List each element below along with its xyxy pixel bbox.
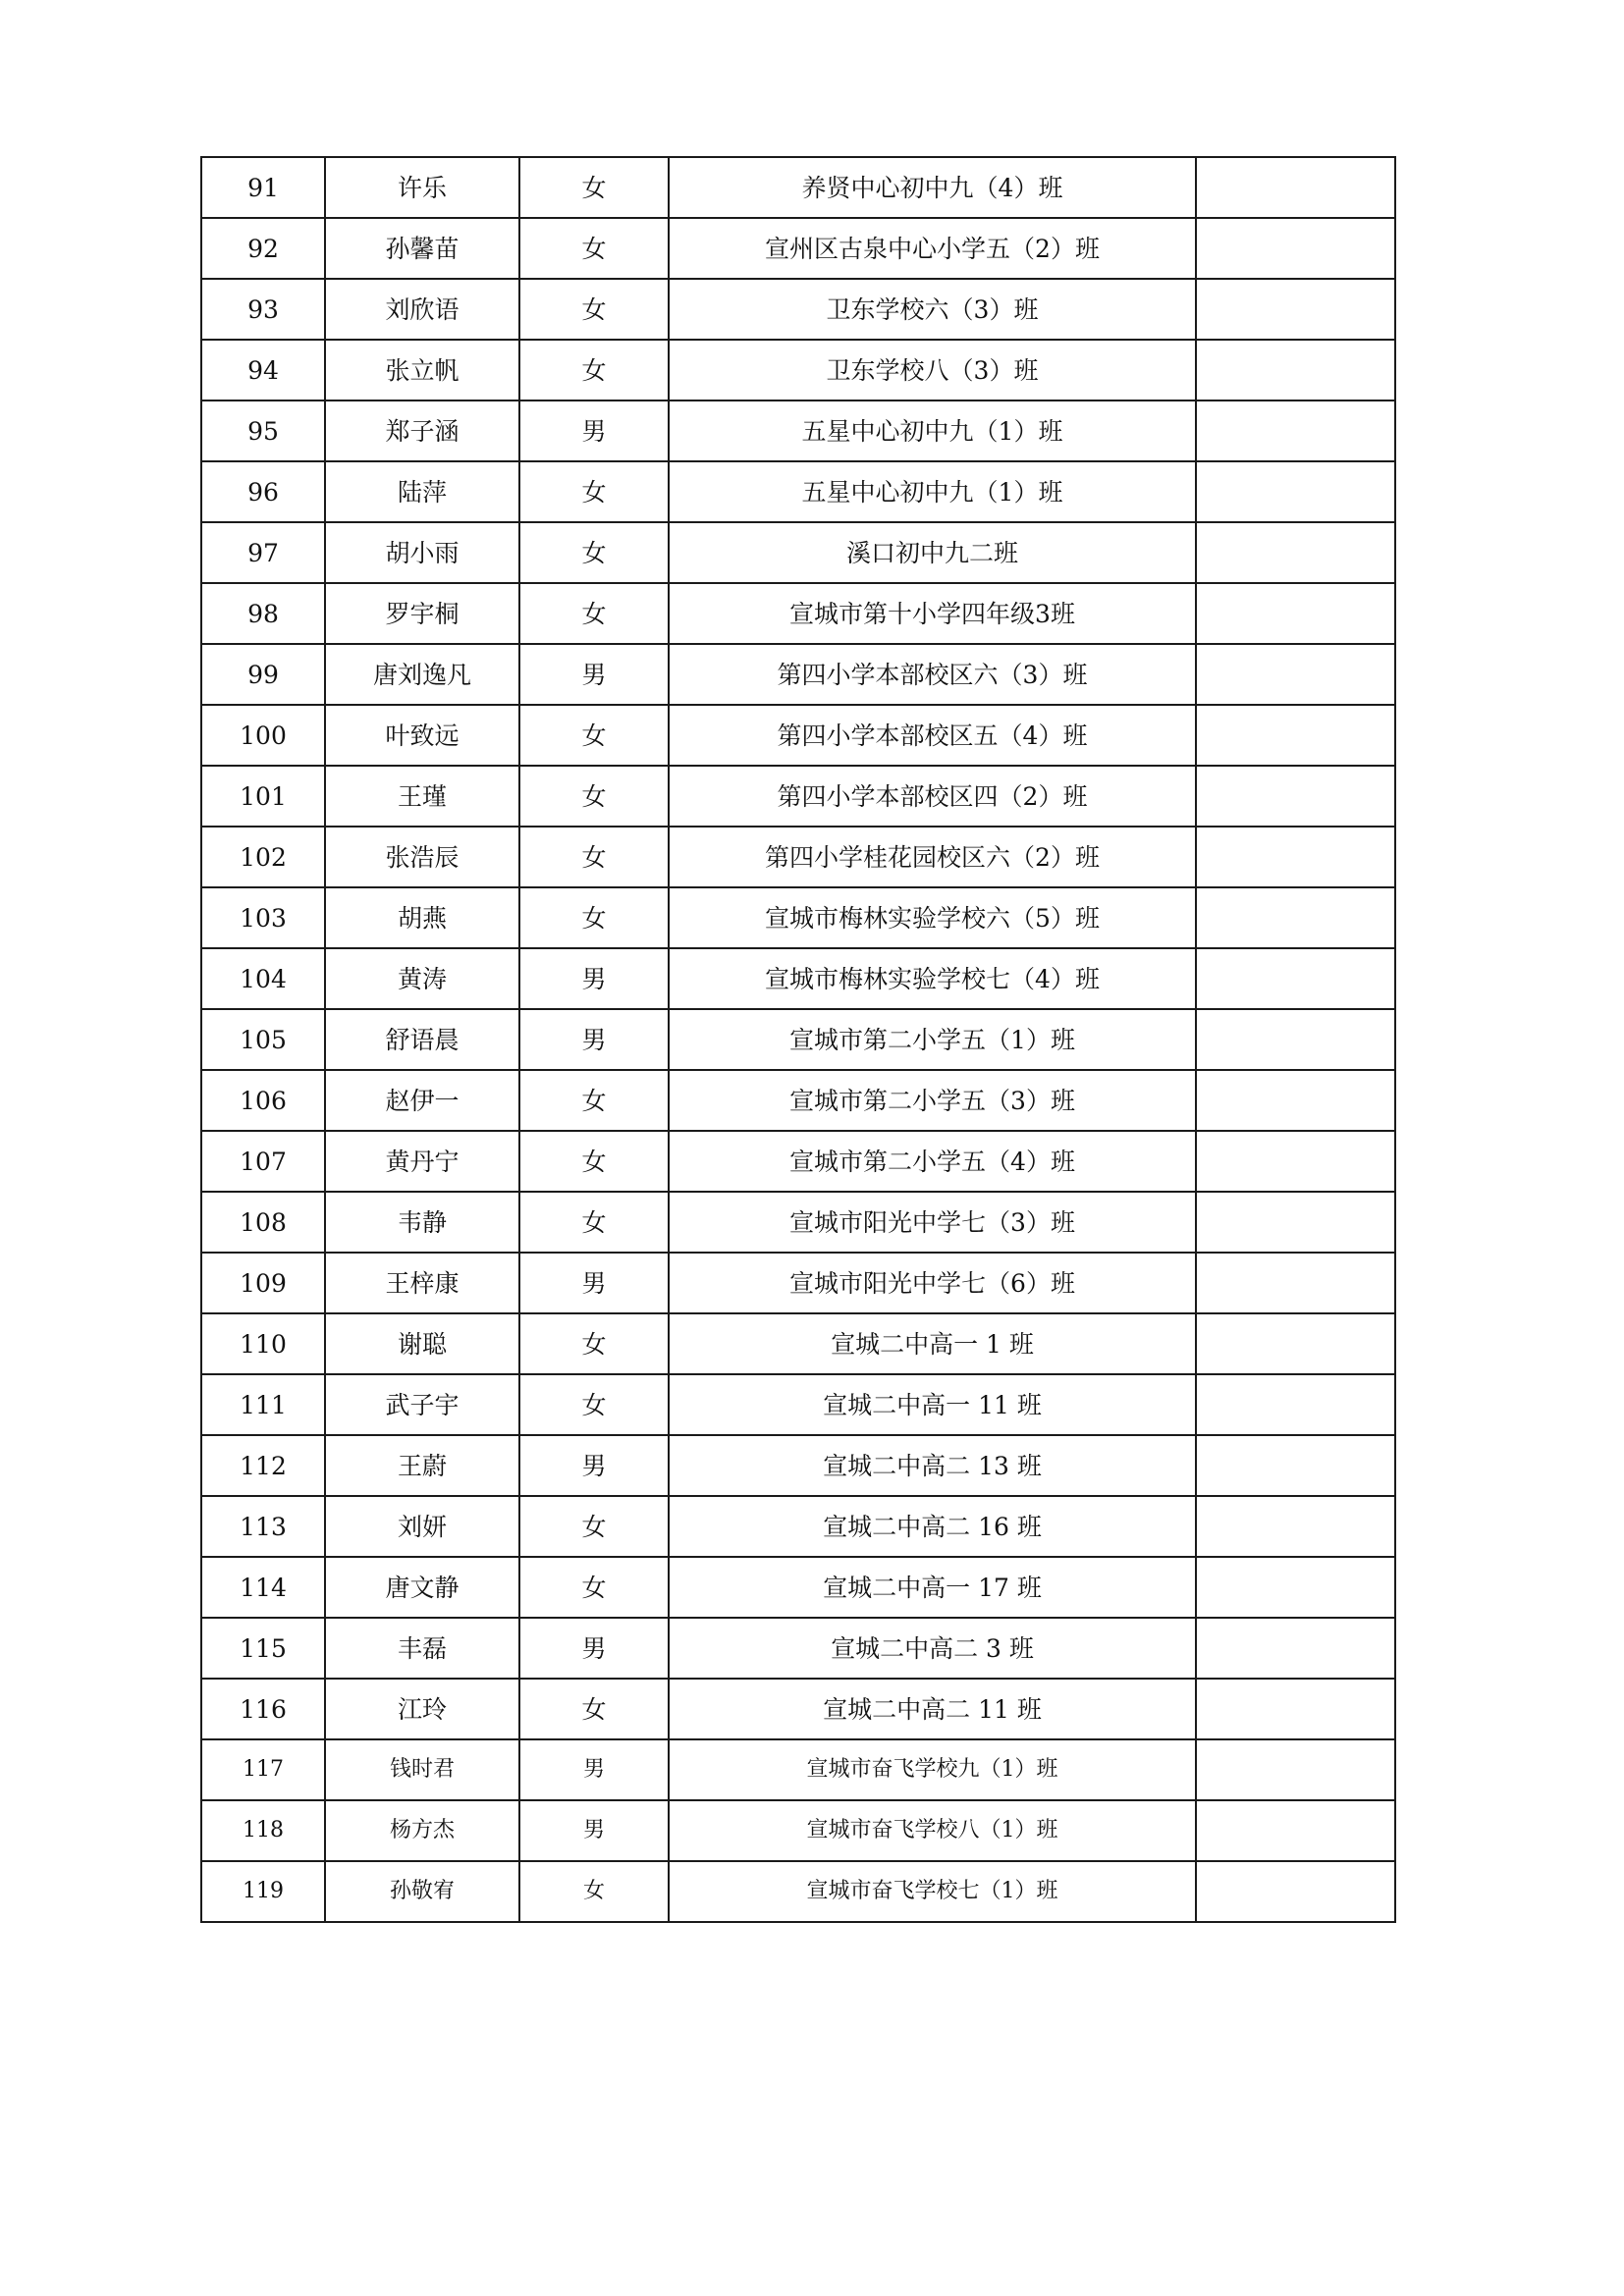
school-class-cell: 宣州区古泉中心小学五（2）班: [669, 218, 1196, 279]
table-row: [201, 644, 1395, 705]
table-row: [201, 948, 1395, 1009]
blank-remarks-cell: [1196, 218, 1395, 279]
student-roster-table: [200, 156, 1396, 1923]
blank-remarks-cell: [1196, 1253, 1395, 1313]
blank-remarks-cell: [1196, 1435, 1395, 1496]
school-class-cell: 宣城市梅林实验学校六（5）班: [669, 887, 1196, 948]
student-name-cell: 刘欣语: [325, 279, 519, 340]
blank-remarks-cell: [1196, 1192, 1395, 1253]
school-class-cell: 卫东学校六（3）班: [669, 279, 1196, 340]
student-name-cell: 黄涛: [325, 948, 519, 1009]
school-class-cell: 宣城市第十小学四年级3班: [669, 583, 1196, 644]
row-number-cell: 107: [201, 1131, 325, 1192]
row-number-cell: 116: [201, 1679, 325, 1739]
table-row: [201, 1679, 1395, 1739]
table-row: [201, 1253, 1395, 1313]
blank-remarks-cell: [1196, 644, 1395, 705]
student-name-cell: 黄丹宁: [325, 1131, 519, 1192]
gender-cell: 女: [519, 461, 669, 522]
student-name-cell: 唐文静: [325, 1557, 519, 1618]
student-name-cell: 陆萍: [325, 461, 519, 522]
blank-remarks-cell: [1196, 461, 1395, 522]
student-name-cell: 许乐: [325, 157, 519, 218]
row-number-cell: 111: [201, 1374, 325, 1435]
blank-remarks-cell: [1196, 1313, 1395, 1374]
gender-cell: 女: [519, 1861, 669, 1922]
student-name-cell: 舒语晨: [325, 1009, 519, 1070]
gender-cell: 男: [519, 1618, 669, 1679]
table-row: [201, 522, 1395, 583]
gender-cell: 女: [519, 1192, 669, 1253]
table-row: [201, 1800, 1395, 1861]
student-name-cell: 胡小雨: [325, 522, 519, 583]
row-number-cell: 99: [201, 644, 325, 705]
gender-cell: 女: [519, 1313, 669, 1374]
student-name-cell: 孙馨苗: [325, 218, 519, 279]
blank-remarks-cell: [1196, 1800, 1395, 1861]
table-row: [201, 766, 1395, 827]
table-row: [201, 705, 1395, 766]
blank-remarks-cell: [1196, 1679, 1395, 1739]
blank-remarks-cell: [1196, 1496, 1395, 1557]
student-name-cell: 郑子涵: [325, 400, 519, 461]
blank-remarks-cell: [1196, 1009, 1395, 1070]
student-name-cell: 江玲: [325, 1679, 519, 1739]
school-class-cell: 宣城市第二小学五（3）班: [669, 1070, 1196, 1131]
table-row: [201, 1861, 1395, 1922]
table-row: [201, 1192, 1395, 1253]
school-class-cell: 第四小学本部校区四（2）班: [669, 766, 1196, 827]
school-class-cell: 宣城二中高二 3 班: [669, 1618, 1196, 1679]
student-name-cell: 张立帆: [325, 340, 519, 400]
table-row: [201, 218, 1395, 279]
gender-cell: 男: [519, 1253, 669, 1313]
gender-cell: 男: [519, 1739, 669, 1800]
school-class-cell: 宣城市第二小学五（4）班: [669, 1131, 1196, 1192]
school-class-cell: 宣城二中高一 17 班: [669, 1557, 1196, 1618]
school-class-cell: 溪口初中九二班: [669, 522, 1196, 583]
table-row: [201, 157, 1395, 218]
student-name-cell: 王梓康: [325, 1253, 519, 1313]
row-number-cell: 100: [201, 705, 325, 766]
table-row: [201, 461, 1395, 522]
row-number-cell: 104: [201, 948, 325, 1009]
school-class-cell: 宣城市奋飞学校八（1）班: [669, 1800, 1196, 1861]
student-name-cell: 张浩辰: [325, 827, 519, 887]
student-name-cell: 王蔚: [325, 1435, 519, 1496]
gender-cell: 女: [519, 157, 669, 218]
blank-remarks-cell: [1196, 1739, 1395, 1800]
row-number-cell: 91: [201, 157, 325, 218]
school-class-cell: 宣城二中高一 1 班: [669, 1313, 1196, 1374]
school-class-cell: 第四小学本部校区五（4）班: [669, 705, 1196, 766]
blank-remarks-cell: [1196, 1070, 1395, 1131]
table-row: [201, 340, 1395, 400]
table-row: [201, 1557, 1395, 1618]
blank-remarks-cell: [1196, 1374, 1395, 1435]
student-name-cell: 武子宇: [325, 1374, 519, 1435]
table-row: [201, 279, 1395, 340]
gender-cell: 男: [519, 1009, 669, 1070]
row-number-cell: 102: [201, 827, 325, 887]
student-name-cell: 赵伊一: [325, 1070, 519, 1131]
school-class-cell: 宣城市梅林实验学校七（4）班: [669, 948, 1196, 1009]
row-number-cell: 106: [201, 1070, 325, 1131]
table-row: [201, 1435, 1395, 1496]
row-number-cell: 97: [201, 522, 325, 583]
student-name-cell: 刘妍: [325, 1496, 519, 1557]
blank-remarks-cell: [1196, 340, 1395, 400]
table-row: [201, 400, 1395, 461]
row-number-cell: 101: [201, 766, 325, 827]
gender-cell: 男: [519, 948, 669, 1009]
school-class-cell: 宣城二中高一 11 班: [669, 1374, 1196, 1435]
row-number-cell: 108: [201, 1192, 325, 1253]
gender-cell: 男: [519, 644, 669, 705]
school-class-cell: 五星中心初中九（1）班: [669, 461, 1196, 522]
school-class-cell: 宣城市第二小学五（1）班: [669, 1009, 1196, 1070]
gender-cell: 女: [519, 766, 669, 827]
table-row: [201, 583, 1395, 644]
gender-cell: 女: [519, 1131, 669, 1192]
student-name-cell: 王瑾: [325, 766, 519, 827]
row-number-cell: 110: [201, 1313, 325, 1374]
table-row: [201, 1070, 1395, 1131]
student-name-cell: 钱时君: [325, 1739, 519, 1800]
gender-cell: 女: [519, 1679, 669, 1739]
blank-remarks-cell: [1196, 157, 1395, 218]
gender-cell: 女: [519, 1070, 669, 1131]
table-row: [201, 1131, 1395, 1192]
table-row: [201, 1739, 1395, 1800]
roster-table-body: [201, 157, 1395, 1922]
student-name-cell: 杨方杰: [325, 1800, 519, 1861]
table-row: [201, 1618, 1395, 1679]
row-number-cell: 94: [201, 340, 325, 400]
blank-remarks-cell: [1196, 766, 1395, 827]
gender-cell: 男: [519, 1435, 669, 1496]
table-row: [201, 827, 1395, 887]
row-number-cell: 98: [201, 583, 325, 644]
row-number-cell: 92: [201, 218, 325, 279]
row-number-cell: 115: [201, 1618, 325, 1679]
school-class-cell: 养贤中心初中九（4）班: [669, 157, 1196, 218]
blank-remarks-cell: [1196, 522, 1395, 583]
gender-cell: 女: [519, 218, 669, 279]
gender-cell: 女: [519, 827, 669, 887]
table-row: [201, 887, 1395, 948]
student-name-cell: 胡燕: [325, 887, 519, 948]
gender-cell: 女: [519, 1496, 669, 1557]
school-class-cell: 宣城市阳光中学七（3）班: [669, 1192, 1196, 1253]
gender-cell: 男: [519, 400, 669, 461]
gender-cell: 女: [519, 887, 669, 948]
student-name-cell: 谢聪: [325, 1313, 519, 1374]
gender-cell: 女: [519, 1374, 669, 1435]
gender-cell: 女: [519, 705, 669, 766]
row-number-cell: 112: [201, 1435, 325, 1496]
blank-remarks-cell: [1196, 400, 1395, 461]
row-number-cell: 95: [201, 400, 325, 461]
table-row: [201, 1313, 1395, 1374]
gender-cell: 女: [519, 279, 669, 340]
row-number-cell: 119: [201, 1861, 325, 1922]
blank-remarks-cell: [1196, 948, 1395, 1009]
row-number-cell: 114: [201, 1557, 325, 1618]
student-name-cell: 韦静: [325, 1192, 519, 1253]
table-row: [201, 1009, 1395, 1070]
blank-remarks-cell: [1196, 827, 1395, 887]
table-row: [201, 1374, 1395, 1435]
student-name-cell: 丰磊: [325, 1618, 519, 1679]
blank-remarks-cell: [1196, 583, 1395, 644]
gender-cell: 女: [519, 340, 669, 400]
row-number-cell: 117: [201, 1739, 325, 1800]
row-number-cell: 105: [201, 1009, 325, 1070]
blank-remarks-cell: [1196, 1557, 1395, 1618]
student-name-cell: 罗宇桐: [325, 583, 519, 644]
blank-remarks-cell: [1196, 279, 1395, 340]
school-class-cell: 宣城二中高二 13 班: [669, 1435, 1196, 1496]
school-class-cell: 宣城二中高二 16 班: [669, 1496, 1196, 1557]
row-number-cell: 118: [201, 1800, 325, 1861]
blank-remarks-cell: [1196, 887, 1395, 948]
gender-cell: 男: [519, 1800, 669, 1861]
blank-remarks-cell: [1196, 1861, 1395, 1922]
blank-remarks-cell: [1196, 1618, 1395, 1679]
gender-cell: 女: [519, 583, 669, 644]
school-class-cell: 宣城市奋飞学校七（1）班: [669, 1861, 1196, 1922]
school-class-cell: 宣城市奋飞学校九（1）班: [669, 1739, 1196, 1800]
school-class-cell: 五星中心初中九（1）班: [669, 400, 1196, 461]
row-number-cell: 113: [201, 1496, 325, 1557]
row-number-cell: 93: [201, 279, 325, 340]
table-row: [201, 1496, 1395, 1557]
school-class-cell: 第四小学本部校区六（3）班: [669, 644, 1196, 705]
gender-cell: 女: [519, 1557, 669, 1618]
student-name-cell: 孙敬宥: [325, 1861, 519, 1922]
blank-remarks-cell: [1196, 1131, 1395, 1192]
student-name-cell: 唐刘逸凡: [325, 644, 519, 705]
student-name-cell: 叶致远: [325, 705, 519, 766]
school-class-cell: 宣城二中高二 11 班: [669, 1679, 1196, 1739]
school-class-cell: 第四小学桂花园校区六（2）班: [669, 827, 1196, 887]
row-number-cell: 109: [201, 1253, 325, 1313]
school-class-cell: 卫东学校八（3）班: [669, 340, 1196, 400]
row-number-cell: 96: [201, 461, 325, 522]
school-class-cell: 宣城市阳光中学七（6）班: [669, 1253, 1196, 1313]
row-number-cell: 103: [201, 887, 325, 948]
gender-cell: 女: [519, 522, 669, 583]
blank-remarks-cell: [1196, 705, 1395, 766]
